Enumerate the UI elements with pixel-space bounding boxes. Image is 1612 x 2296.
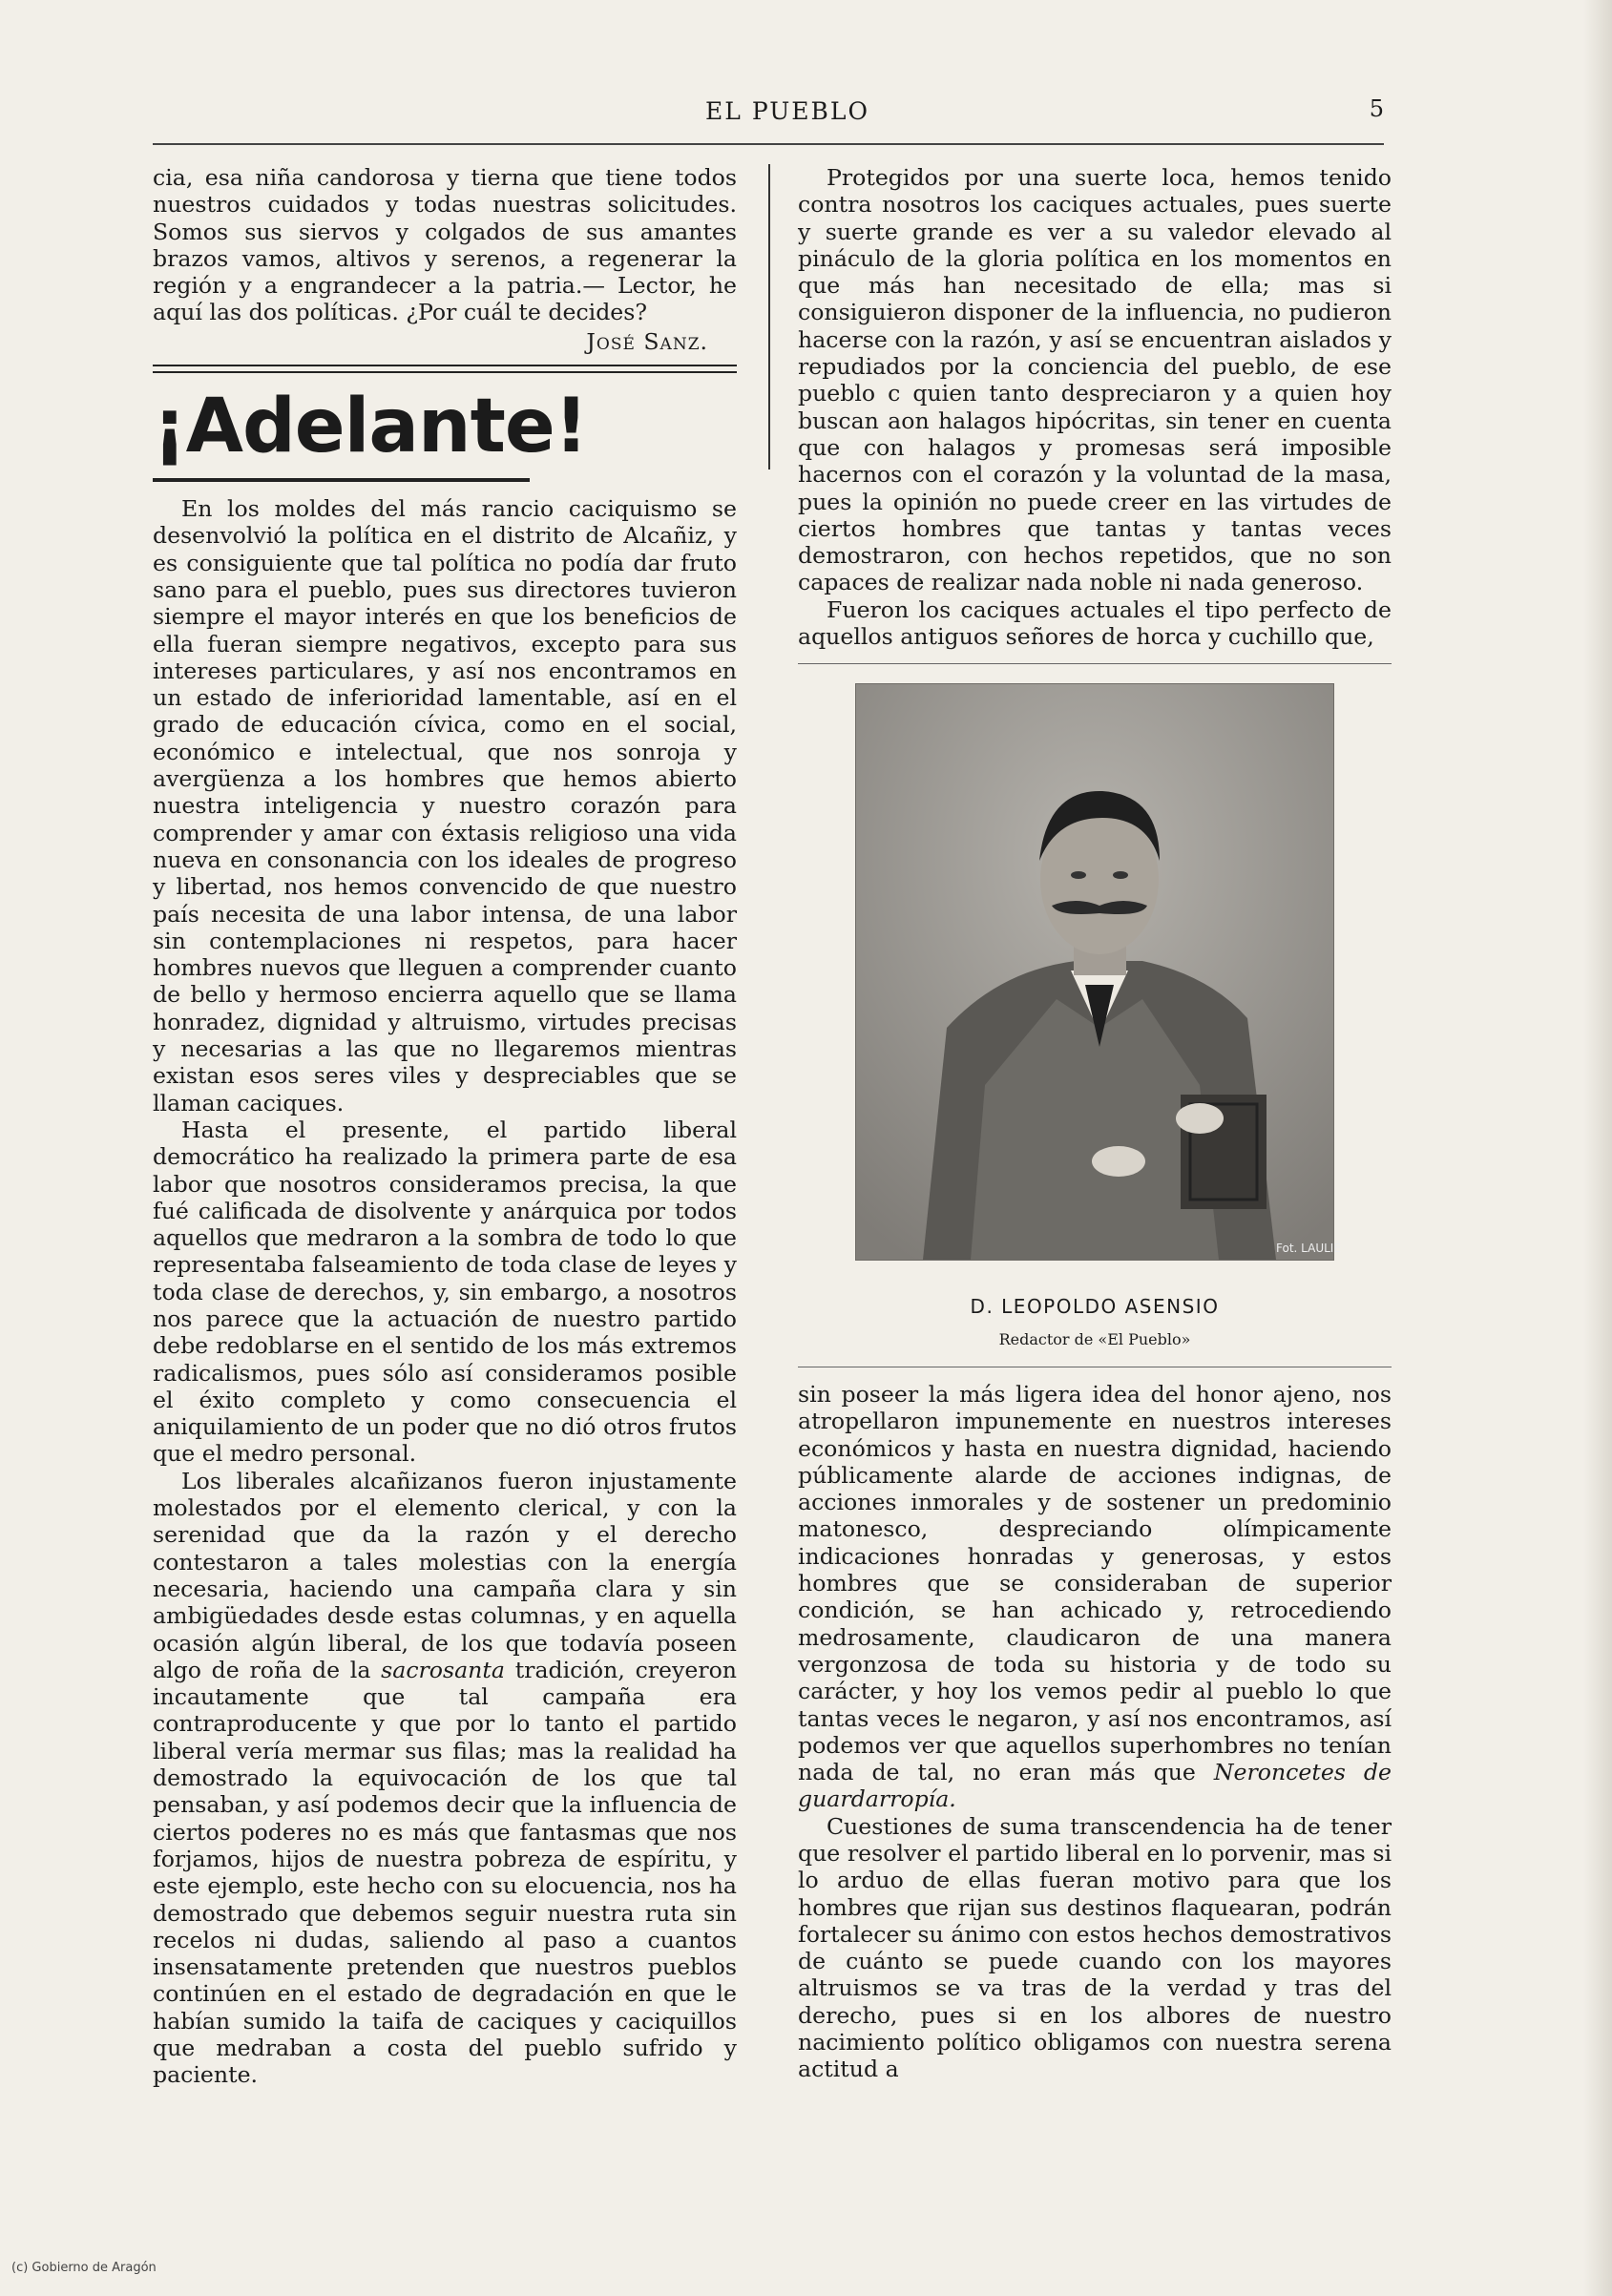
article-headline: ¡Adelante!: [153, 384, 588, 470]
left-column: [153, 164, 737, 2089]
paragraph-text: sin poseer la más ligera idea del honor ajeno, nos atropellaron impunemente en nuestros intereses económicos y hasta en nuestra dignidad, haciendo públicamente alarde de acciones indignas, de acciones inmorales y de sostener un predominio matonesco, despreciando olímpicamente indicaciones honradas y generosas, y estos hombres que se consideraban de superior condición, se han achicado y, retrocediendo medrosamente, claudicaron de una manera vergonzosa de toda su historia y de todo su carácter, y hoy los vemos pedir al pueblo lo que tantas veces le negaron, y así nos encontramos, así podemos ver que aquellos superhombres no tenían nada de tal, no eran más que: [798, 1380, 1392, 1786]
portrait-illustration: [856, 684, 1341, 1260]
article-paragraph: Hasta el presente, el partido liberal democrático ha realizado la primera parte de esa labor que nosotros consideramos precisa, la que fué calificada de disolvente y anárquica por todos aquellos que medraron a la sombra de todo lo que representaba falseamiento de toda clase de leyes y toda clase de derechos, y, sin embargo, a nosotros nos parece que la actuación de nuestro partido debe redoblarse en el sentido de los más extremos radicalismos, pues sólo así consideramos posible el éxito completo y como consecuencia el aniquilamiento de un poder que no dió otros frutos que el medro personal.: [153, 1116, 737, 1468]
portrait-photo: [855, 683, 1341, 1261]
copyright-notice: (c) Gobierno de Aragón: [11, 2261, 157, 2275]
column-rule: [768, 164, 770, 470]
right-column: [798, 164, 1392, 2083]
article-paragraph: [153, 1468, 737, 2089]
article-paragraph: En los moldes del más rancio caciquismo se desenvolvió la política en el distrito de Alcañiz, y es consiguiente que tal política no podía dar fruto sano para el pueblo, pues sus directores tuvieron siempre el mayor interés en que los beneficios de ella fueran siempre negativos, excepto para sus intereses particulares, y así nos encontramos en un estado de inferioridad lamentable, así en el grado de educación cívica, como en el social, económico e intelectual, que nos sonroja y avergüenza a los hombres que hemos abierto nuestra inteligencia y nuestro corazón para comprender y amar con éxtasis religioso una vida nueva en consonancia con los ideales de progreso y libertad, nos hemos convencido de que nuestro país necesita de una labor intensa, de una labor sin contemplaciones ni respetos, para hacer hombres nuevos que lleguen a comprender cuanto de bello y hermoso encierra aquello que se llama honradez, dignidad y altruismo, virtudes precisas y necesarias a las que no llegaremos mientras existan esos seres viles y despreciables que se llaman caciques.: [153, 495, 737, 1117]
italic-term: Neroncetes de guardarropía.: [798, 1759, 1392, 1813]
previous-article-ending: cia, esa niña candorosa y tierna que tiene todos nuestros cuidados y todas nuestras solicitudes. Somos sus siervos y colgados de sus amantes brazos vamos, altivos y serenos, a regenerar la región y a engrandecer a la patria.— Lector, he aquí las dos políticas. ¿Por cuál te decides?: [153, 164, 737, 326]
page-edge: [1583, 0, 1612, 2296]
caption-role: Redactor de «El Pueblo»: [998, 1329, 1191, 1348]
running-head: [153, 95, 1384, 145]
caption-name: D. LEOPOLDO ASENSIO: [970, 1295, 1220, 1319]
headline-underline: [153, 478, 530, 482]
article-paragraph: [798, 1381, 1392, 1813]
italic-term: sacrosanta: [381, 1656, 505, 1683]
paragraph-text: Los liberales alcañizanos fueron injustamente molestados por el elemento clerical, y con la serenidad que da la razón y el derecho contestaron a tales molestias con la energía necesaria, haciendo una campaña clara y sin ambigüedades desde estas columnas, y en aquella ocasión algún liberal, de los que todavía poseen algo de roña de la: [153, 1467, 737, 1683]
paragraph-text: tradición, creyeron incautamente que tal campaña era contraproducente y que por lo tanto el partido liberal vería mermar sus filas; mas la realidad ha demostrado la equivocación de los que tal pensaban, y así podemos decir que la influencia de ciertos poderes no es más que fantasmas que nos forjamos, hijos de nuestra pobreza de espíritu, y este ejemplo, este hecho con su elocuencia, nos ha demostrado que debemos seguir nuestra ruta sin recelos ni dudas, saliendo al paso a cuantos insensatamente pretenden que nuestros pueblos continúen en el estado de degradación en que le habían sumido la taifa de caciques y caciquillos que medraban a costa del pueblo sufrido y paciente.: [153, 1656, 737, 2089]
article-paragraph: Fueron los caciques actuales el tipo perfecto de aquellos antiguos señores de horca y cuchillo que,: [798, 595, 1392, 651]
author-signature: José Sanz.: [586, 327, 708, 355]
page-number: 5: [1369, 95, 1384, 122]
portrait-figure: [798, 683, 1392, 1353]
section-divider: [153, 365, 737, 373]
article-paragraph: Cuestiones de suma transcendencia ha de tener que resolver el partido liberal en lo porvenir, mas si lo arduo de ellas fueran motivo para que los hombres que rijan sus destinos flaquearan, podrán fortalecer su ánimo con estos hechos demostrativos de cuánto se puede cuando con los mayores altruismos se va tras de la verdad y tras del derecho, pues si en los albores de nuestro nacimiento político obligamos con nuestra serena actitud a: [798, 1812, 1392, 2083]
photo-credit: Fot. LAULIÉ: [1276, 1242, 1341, 1256]
newspaper-title: EL PUEBLO: [705, 97, 869, 125]
figure-top-rule: [798, 663, 1392, 664]
article-paragraph: Protegidos por una suerte loca, hemos tenido contra nosotros los caciques actuales, pues suerte y suerte grande es ver a su valedor elevado al pináculo de la gloria política en los momentos en que más han necesitado de ella; mas si consiguieron disponer de la influencia, no pudieron hacerse con la razón, y así se encuentran aislados y repudiados por la conciencia del pueblo, de ese pueblo c quien tanto despreciaron y a quien hoy buscan aon halagos hipócritas, sin tener en cuenta que con halagos y promesas será imposible hacernos con el corazón y la voluntad de la masa, pues la opinión no puede creer en las virtudes de ciertos hombres que tantas y tantas veces demostraron, con hechos repetidos, que no son capaces de realizar nada noble ni nada generoso.: [798, 164, 1392, 596]
